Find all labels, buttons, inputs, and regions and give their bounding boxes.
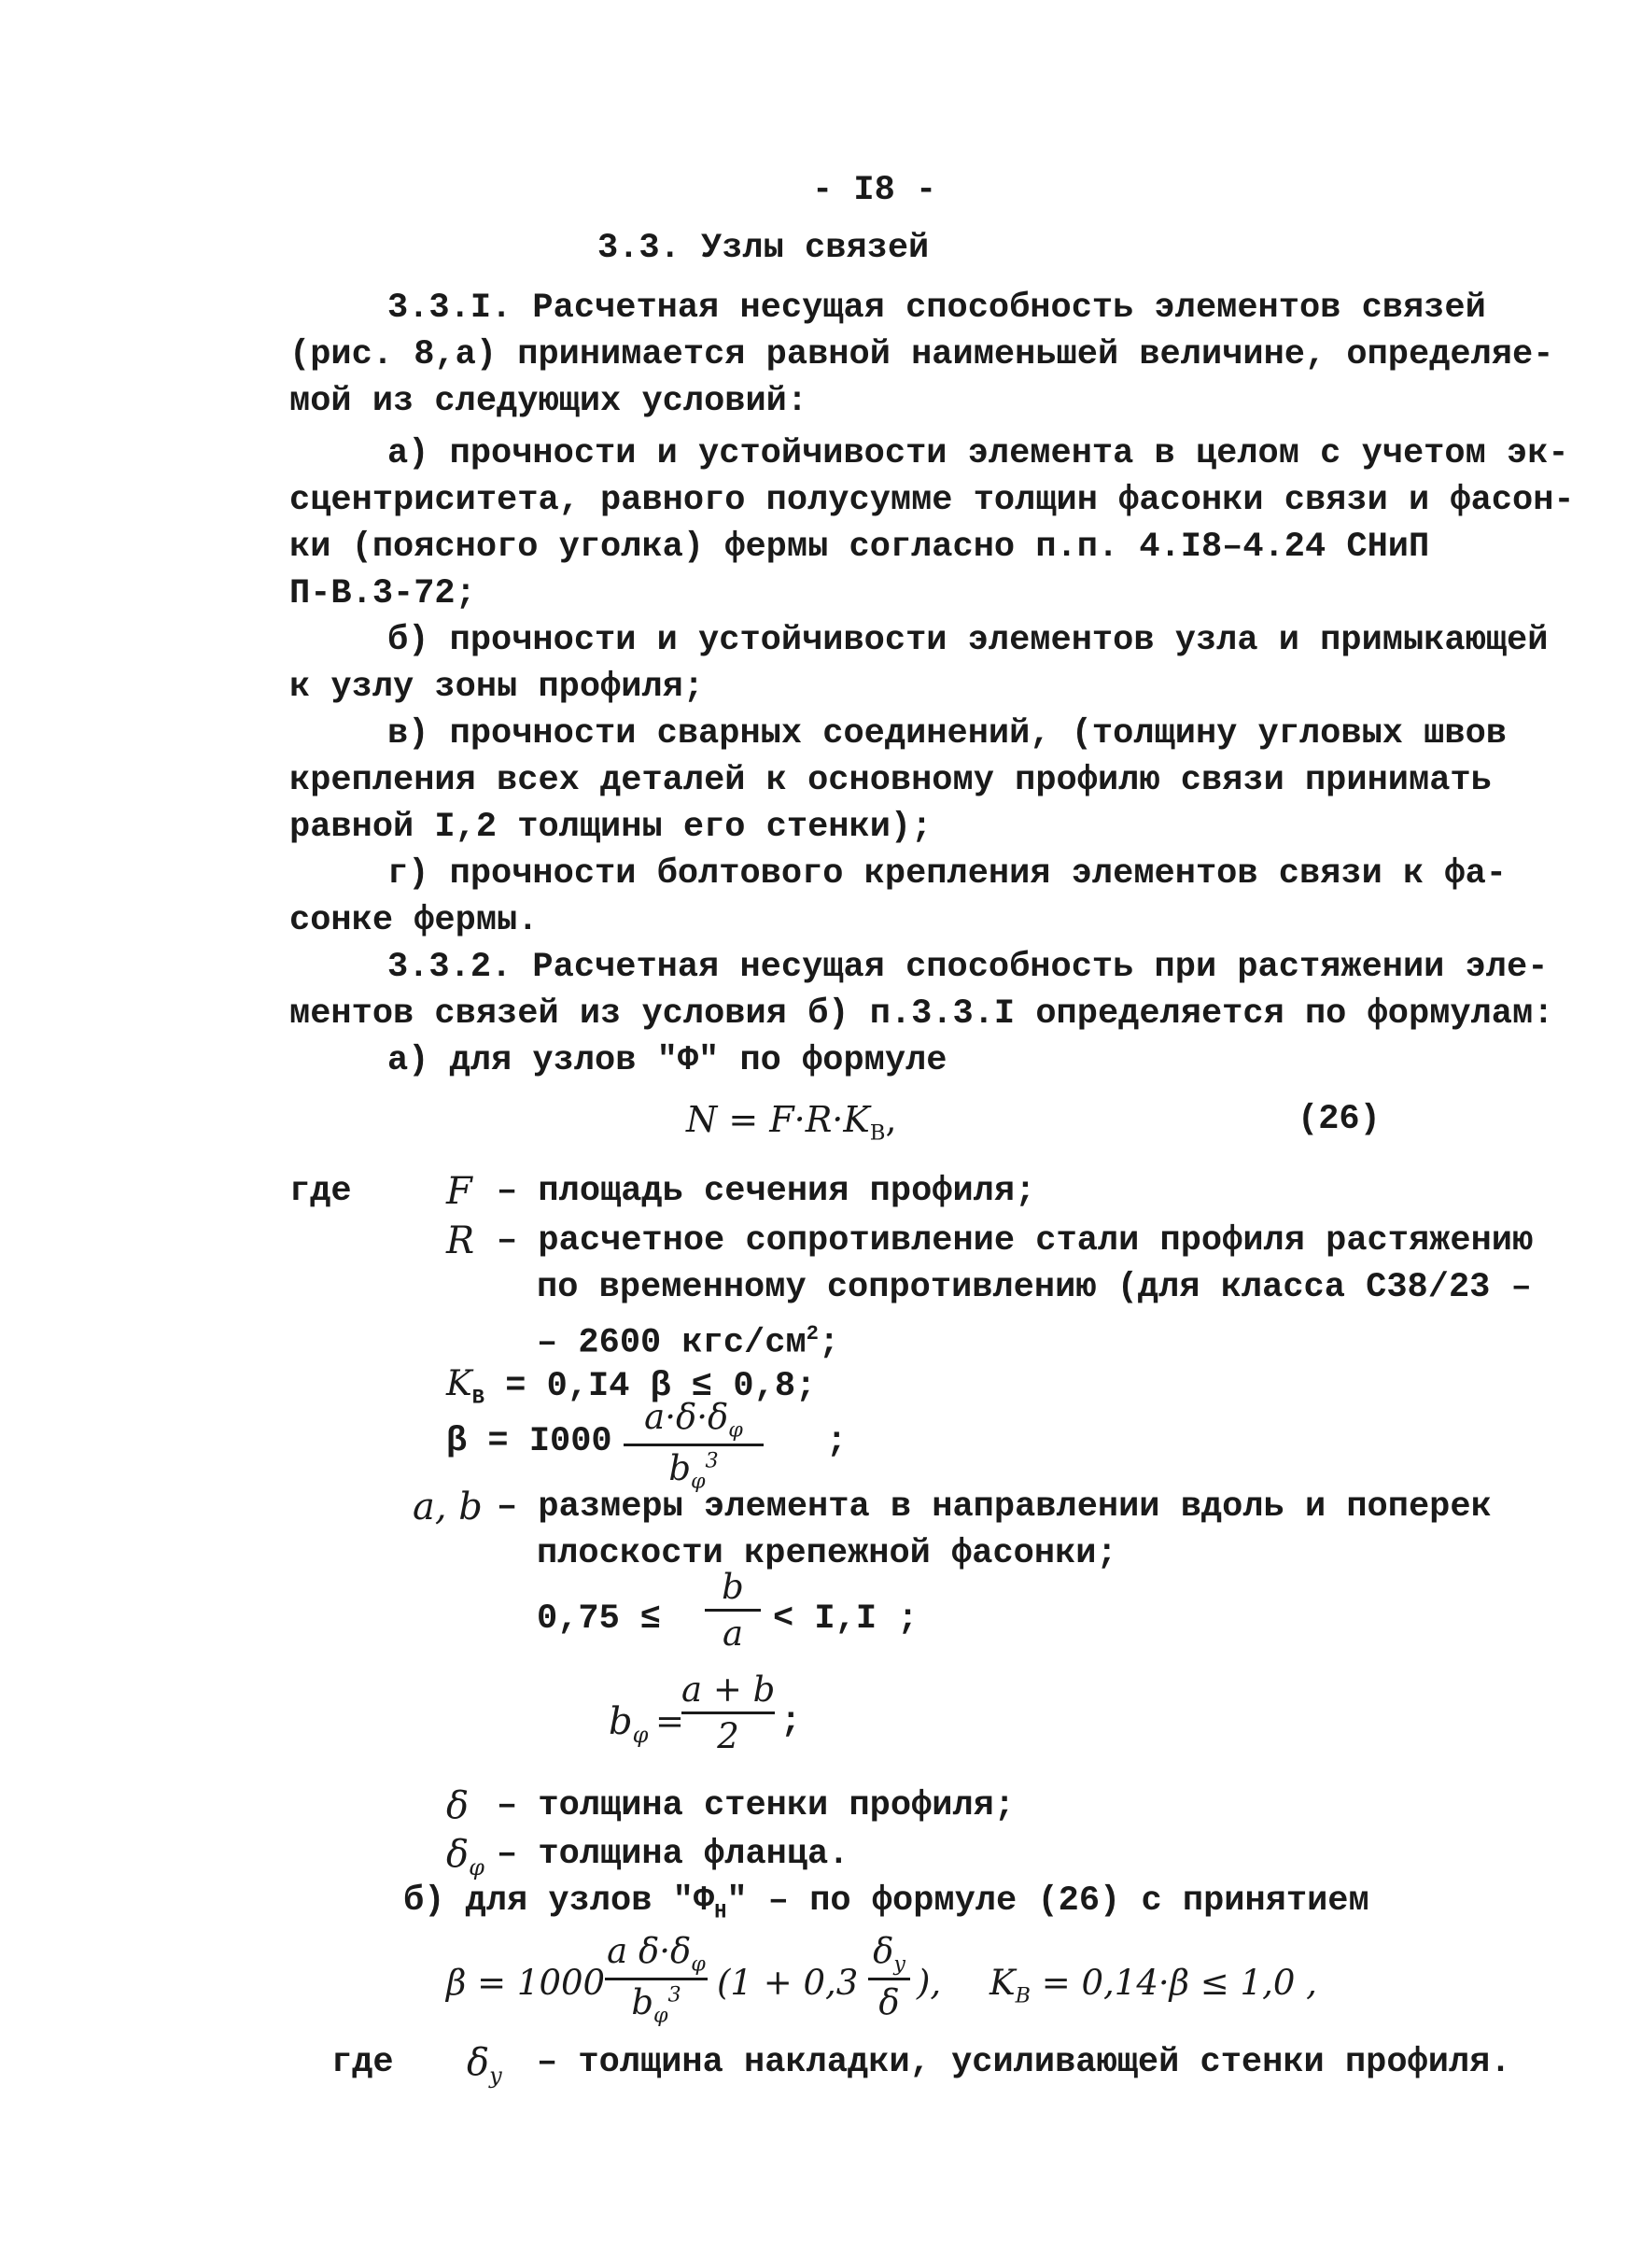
ratio-denominator: a [722, 1613, 744, 1654]
kb-formula: $K_B = 0,I4$ β ≤ 0,8; [446, 1363, 817, 1410]
symbol-ab: a, b [413, 1486, 483, 1528]
bphi-equals: = [655, 1701, 685, 1741]
item-a: а) для узлов "Ф" по формуле [387, 1041, 947, 1080]
cond-g-line-1: г) прочности болтового крепления элементов связи к фа- [387, 854, 1507, 894]
f2-inner-fraction [868, 1931, 910, 2022]
beta-denominator: $b_\varphi^3$ [668, 1448, 719, 1494]
def-ab-line-1: – размеры элемента в направлении вдоль и поперек [497, 1487, 1492, 1527]
f2-paren-open: (1 + 0,3 [717, 1963, 859, 2003]
def-r-line-3: – 2600 кгс/$см^2$; [537, 1322, 840, 1363]
def-ab-line-2: плоскости крепежной фасонки; [537, 1534, 1117, 1573]
ratio-right: < I,I ; [773, 1599, 919, 1639]
cond-a-line-4: П-В.3-72; [289, 574, 476, 613]
cond-a-line-2: сцентриситета, равного полусумме толщин фасонки связи и фасон- [289, 481, 1575, 520]
item-b: б) для узлов "$Ф_Н$" – по формуле (26) с принятием [403, 1881, 1369, 1924]
def-r-line-1: – расчетное сопротивление стали профиля растяжению [497, 1221, 1534, 1261]
beta-numerator: $a\cdot\delta\cdot\delta_\varphi$ [644, 1397, 743, 1443]
ratio-fraction [705, 1567, 761, 1654]
para-2-line-2: ментов связей из условия б) п.3.3.I определяется по формулам: [289, 994, 1554, 1034]
symbol-r: R [446, 1219, 475, 1262]
page-number: - I8 - [812, 171, 937, 210]
para-1-line-1: 3.3.I. Расчетная несущая способность элементов связей [387, 289, 1486, 328]
para-2-line-1: 3.3.2. Расчетная несущая способность при растяжении эле- [387, 948, 1549, 987]
symbol-f: F [446, 1170, 472, 1213]
formula-26: $N = F\cdot R\cdot K_B$, [686, 1099, 897, 1146]
para-1-line-3: мой из следующих условий: [289, 382, 808, 421]
ratio-left: 0,75 ≤ [537, 1599, 662, 1639]
beta-lhs: β = I000 [446, 1422, 612, 1461]
def-delta-y: – толщина накладки, усиливающей стенки профиля. [537, 2043, 1511, 2082]
cond-v-line-2: крепления всех деталей к основному профилю связи принимать [289, 761, 1492, 800]
para-1-line-2: (рис. 8,а) принимается равной наименьшей величине, определяе- [289, 335, 1554, 374]
symbol-delta: δ [446, 1784, 470, 1827]
cond-b-line-2: к узлу зоны профиля; [289, 668, 705, 707]
beta-end: ; [826, 1422, 848, 1461]
f2-inner-numerator: $\delta_y$ [873, 1931, 905, 1977]
cond-a-line-1: а) прочности и устойчивости элемента в целом с учетом эк- [387, 434, 1569, 473]
cond-v-line-1: в) прочности сварных соединений, (толщину угловых швов [387, 714, 1507, 754]
formula-26-number: (26) [1298, 1100, 1381, 1139]
def-f: – площадь сечения профиля; [497, 1172, 1036, 1211]
bphi-lhs: $b_\varphi$ [609, 1700, 649, 1748]
cond-b-line-1: б) прочности и устойчивости элементов узла и примыкающей [387, 621, 1549, 660]
bphi-fraction [681, 1669, 775, 1756]
f2-numerator: a $\delta\cdot\delta_\varphi$ [607, 1931, 706, 1977]
symbol-delta-phi: $\delta_\varphi$ [446, 1833, 484, 1881]
bphi-numerator: a + b [681, 1669, 776, 1710]
f2-fraction [605, 1931, 708, 2028]
cond-a-line-3: ки (поясного уголка) фермы согласно п.п. 4.I8–4.24 СНиП [289, 528, 1430, 567]
section-title: 3.3. Узлы связей [597, 229, 930, 268]
beta-fraction [624, 1397, 764, 1494]
f2-lhs: β = 1000 [446, 1963, 606, 2003]
def-r-line-2: по временному сопротивлению (для класса С38/23 – [537, 1268, 1532, 1307]
symbol-delta-y: $\delta_y$ [467, 2041, 502, 2089]
f2-inner-denominator: δ [878, 1982, 900, 2023]
where-label-1: где [289, 1172, 352, 1211]
ratio-numerator: b [722, 1567, 744, 1607]
bphi-denominator: 2 [717, 1716, 739, 1756]
f2-kb: $K_B = 0,14\cdot\beta \le 1,0$ , [989, 1963, 1317, 2008]
cond-g-line-2: сонке фермы. [289, 901, 539, 940]
def-delta: – толщина стенки профиля; [497, 1786, 1016, 1825]
f2-denominator: $b_\varphi^3$ [631, 1982, 681, 2028]
where-label-2: где [331, 2043, 394, 2082]
def-delta-phi: – толщина фланца. [497, 1835, 849, 1874]
cond-v-line-3: равной I,2 толщины его стенки); [289, 808, 933, 847]
bphi-end: ; [780, 1702, 802, 1741]
f2-paren-close: ), [917, 1963, 942, 2003]
